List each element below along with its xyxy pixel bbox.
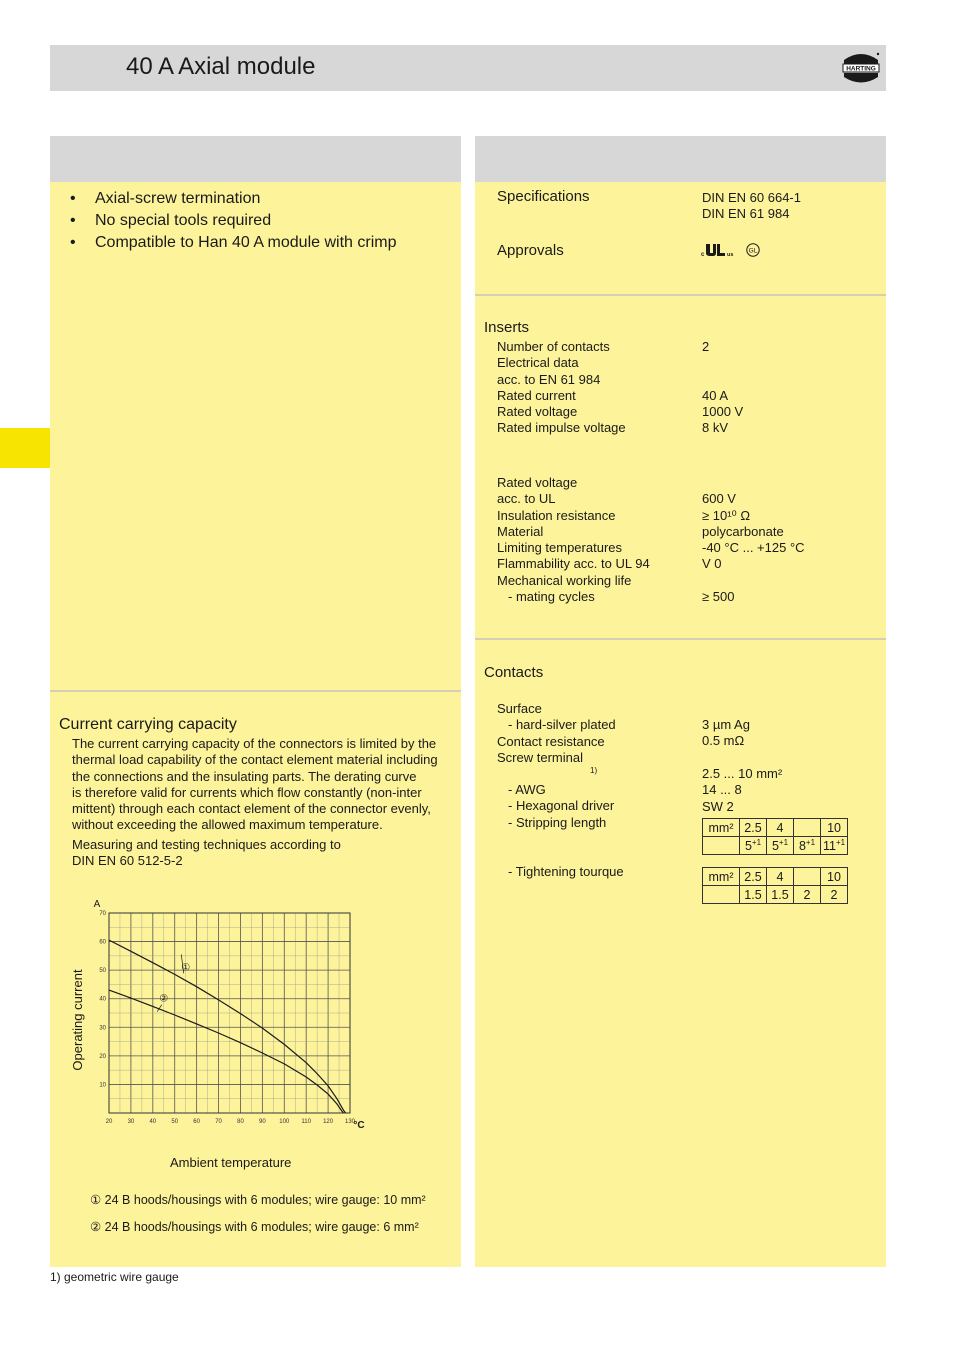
x-tick-label: 70 [215,1119,222,1125]
x-tick-label: 120 [323,1119,334,1125]
derating-chart [60,890,390,1140]
feature-item: • No special tools required [70,212,272,229]
svg-text:c: c [701,252,705,258]
svg-text:us: us [727,252,734,258]
x-tick-label: 130 [344,1119,356,1125]
inserts-heading: Inserts [484,319,530,336]
series-label-1: ① [181,962,191,974]
table-row: mm² 2.5 4 10 [703,868,848,886]
inserts-values-2: 600 V ≥ 10¹⁰ Ω polycarbonate -40 °C ... +125 °C V 0 ≥ 500 [702,491,805,605]
section-tab-marker [0,428,50,468]
left-panel-header [50,136,461,182]
approvals-label: Approvals [497,242,564,259]
x-tick-label: 60 [193,1119,200,1125]
y-tick-label: 70 [99,911,106,917]
series-label-2: ② [159,993,169,1005]
x-tick-label: 80 [237,1119,244,1125]
measuring-note: Measuring and testing techniques according to DIN EN 60 512-5-2 [72,837,341,869]
left-divider [50,690,461,692]
x-tick-label: 40 [149,1119,157,1125]
capacity-paragraph: The current carrying capacity of the connectors is limited by the thermal load capability of the contact element material including the connections and the insulating parts. The derating curve is therefore valid for currents which flow constantly (non-inter mittent) through each contact element of the connector evenly, without exceeding the allowed maximum temperature. [72,736,438,833]
legend-item-1: ① 24 B hoods/housings with 6 modules; wire gauge: 10 mm² [90,1193,426,1207]
ul-mark-icon [706,244,716,256]
contacts-labels-2: - AWG - Hexagonal driver - Stripping length [508,782,615,830]
x-tick-label: 30 [127,1119,135,1125]
contacts-values: 3 µm Ag 0.5 mΩ [702,717,750,749]
contacts-values-2: 2.5 ... 10 mm² 14 ... 8 SW 2 [702,766,783,814]
right-panel-header [475,136,886,182]
inserts-labels-2: Rated voltage acc. to UL Insulation resistance Material Limiting temperatures Flammability acc. to UL 94 Mechanical working life - mating cycles [497,475,650,605]
y-tick-label: 30 [99,1025,106,1032]
footnote-ref: 1) [590,766,598,775]
x-tick-label: 50 [171,1119,179,1125]
y-tick-label: 10 [99,1082,106,1089]
feature-item: • Axial-screw termination [70,190,261,207]
capacity-heading: Current carrying capacity [59,716,237,733]
contacts-labels: Surface - hard-silver plated Contact resistance Screw terminal [497,701,616,765]
feature-item: • Compatible to Han 40 A module with crimp [70,234,397,251]
right-divider-2 [475,638,886,640]
contacts-heading: Contacts [484,664,544,681]
approval-marks [701,241,761,259]
specifications-label: Specifications [497,188,590,205]
tightening-torque-table [702,867,848,904]
x-tick-label: 100 [279,1119,290,1125]
x-tick-label: 110 [301,1119,311,1125]
stripping-length-table [702,818,848,855]
table-row: 1.5 1.5 2 2 [703,886,848,904]
y-tick-label: 50 [99,968,106,975]
x-unit-label: °C [353,1120,365,1131]
x-tick-label: 20 [105,1119,113,1125]
y-tick-label: 40 [99,996,106,1003]
harting-logo [841,48,881,88]
y-tick-label: 60 [99,939,106,946]
y-axis-title: Operating current [70,969,85,1071]
inserts-labels: Number of contacts Electrical data acc. to EN 61 984 Rated current Rated voltage Rated impulse voltage [497,339,626,436]
inserts-values: 2 40 A 1000 V 8 kV [702,339,744,436]
footnote: 1) geometric wire gauge [50,1270,179,1284]
tightening-label: - Tightening tourque [508,864,624,879]
specifications-values: DIN EN 60 664-1 DIN EN 61 984 [702,190,801,222]
logo-text: HARTING [846,65,876,73]
x-tick-label: 90 [259,1119,266,1125]
table-row: mm² 2.5 4 10 [703,819,848,837]
svg-text:GL: GL [748,247,758,255]
y-tick-label: 20 [99,1053,106,1060]
series-line-1 [109,940,346,1113]
series-line-2 [109,990,343,1113]
right-divider-1 [475,294,886,296]
page-title: 40 A Axial module [126,53,316,80]
table-row: $5^{+1}$ $5^{+1}$ $8^{+1}$ $11^{+1}$ [703,837,848,855]
y-unit-label: A [93,899,101,910]
x-axis-title: Ambient temperature [170,1155,292,1170]
feature-list [70,190,396,256]
legend-item-2: ② 24 B hoods/housings with 6 modules; wire gauge: 6 mm² [90,1220,419,1234]
